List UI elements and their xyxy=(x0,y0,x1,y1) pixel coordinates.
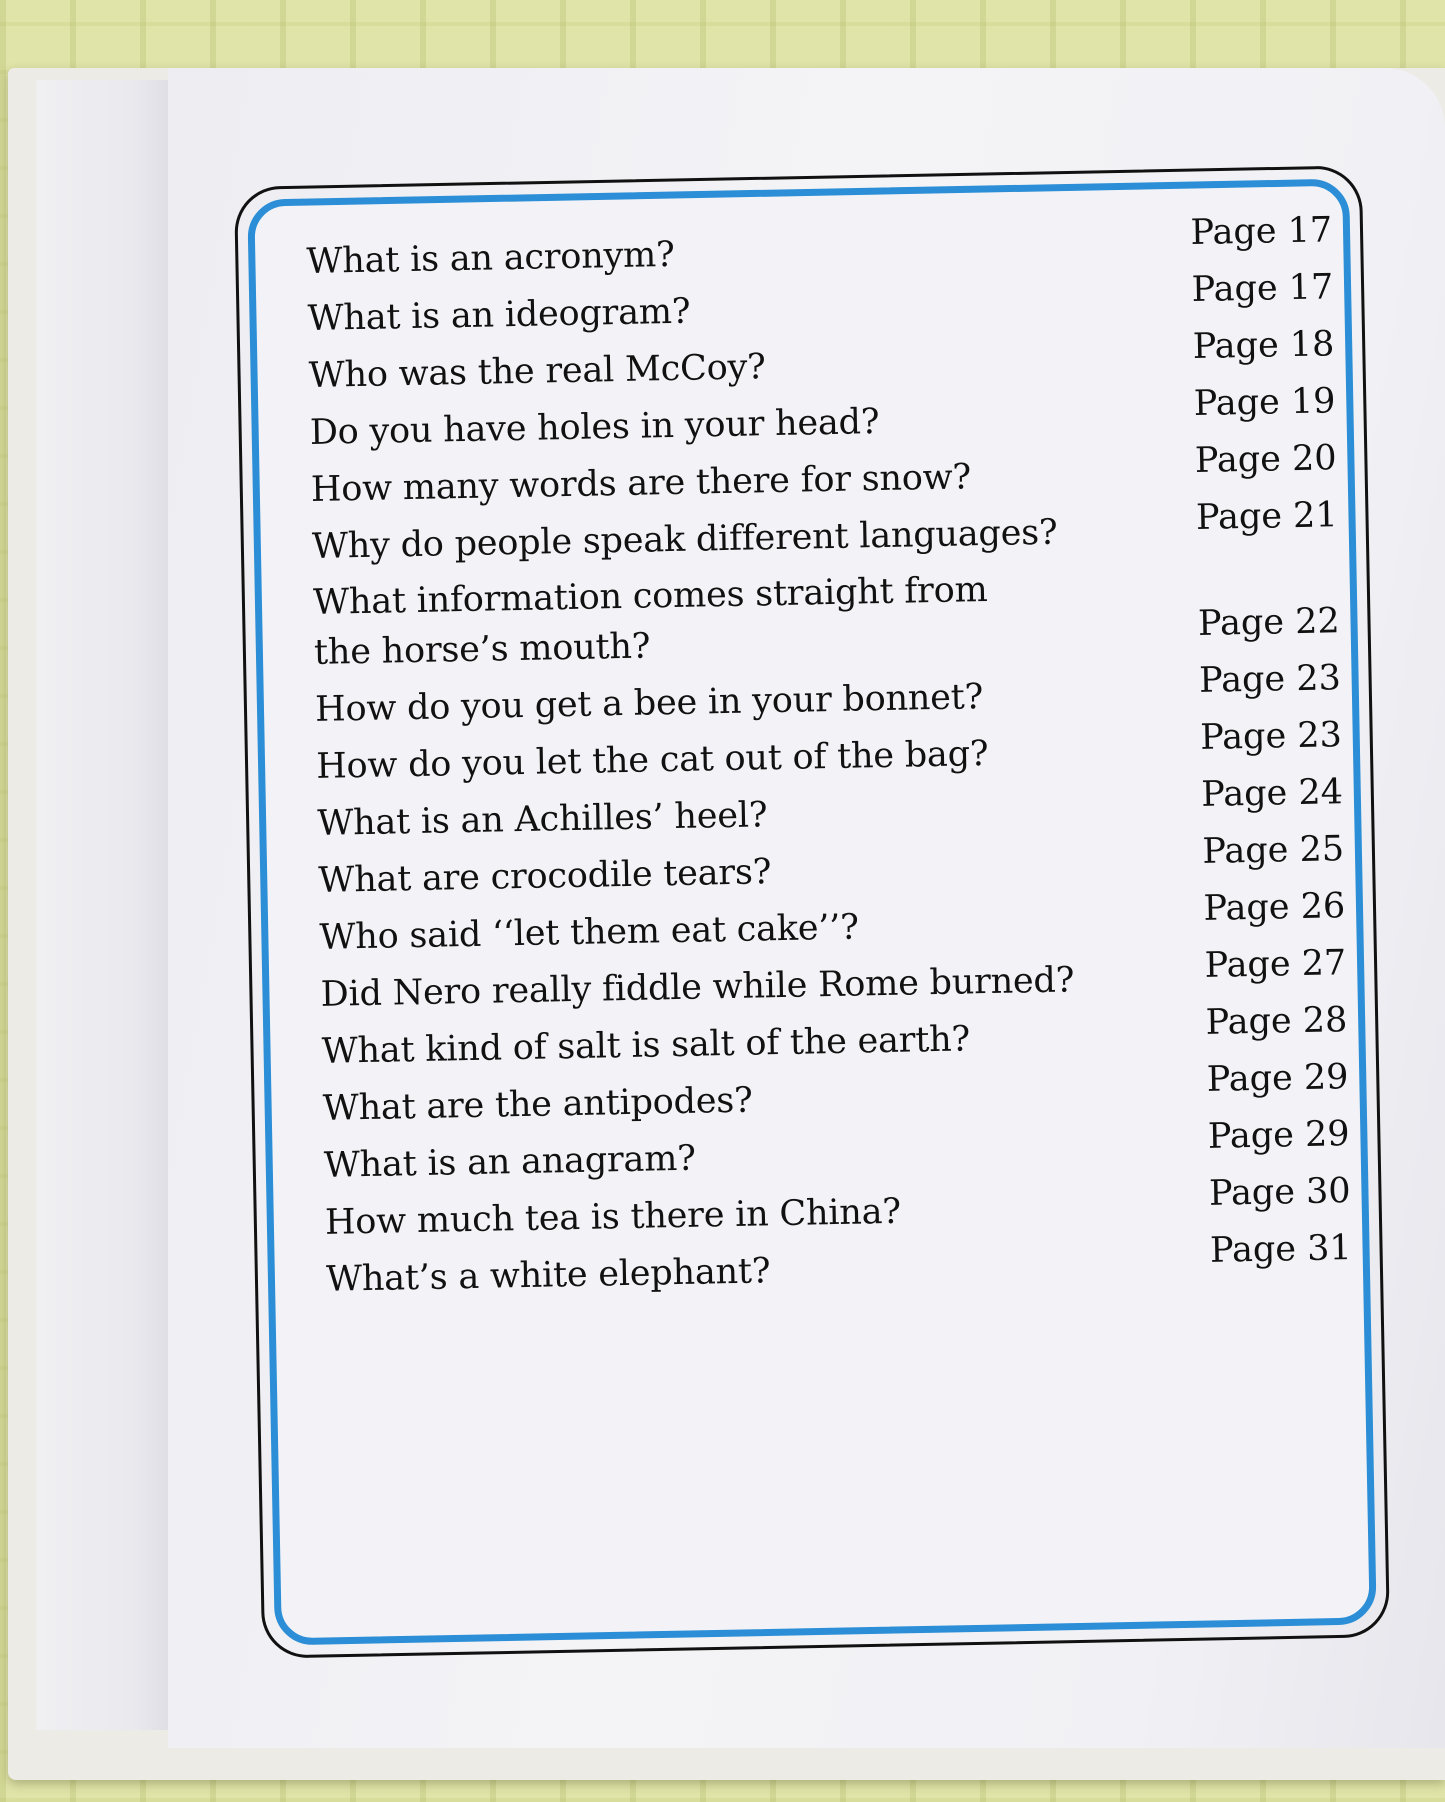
toc-page-number: Page 19 xyxy=(1193,381,1336,424)
toc-page-number: Page 29 xyxy=(1207,1114,1350,1157)
toc-question: What is an ideogram? xyxy=(307,291,691,339)
toc-question: Who was the real McCoy? xyxy=(308,347,767,396)
toc-question: How much tea is there in China? xyxy=(324,1191,902,1243)
toc-page-number: Page 23 xyxy=(1199,715,1343,758)
toc-page-number: Page 24 xyxy=(1200,772,1344,815)
toc-page-number: Page 21 xyxy=(1195,495,1339,538)
toc-page-number: Page 26 xyxy=(1203,886,1346,929)
toc-question: Why do people speak different languages? xyxy=(311,512,1058,567)
toc-page-number: Page 20 xyxy=(1194,438,1337,481)
toc-question: How many words are there for snow? xyxy=(310,457,972,510)
toc-question: Do you have holes in your head? xyxy=(309,402,880,453)
toc-question: What are crocodile tears? xyxy=(318,852,772,901)
toc-question: Who said ‘‘let them eat cake’’? xyxy=(319,907,860,958)
toc-question: What kind of salt is salt of the earth? xyxy=(321,1019,971,1072)
toc-question: What information comes straight from the horse’s mouth? xyxy=(312,569,988,673)
toc-page-number: Page 25 xyxy=(1202,829,1345,872)
book-flyleaf xyxy=(36,80,177,1730)
toc-page-number: Page 17 xyxy=(1190,210,1333,254)
toc-page-number: Page 29 xyxy=(1206,1057,1349,1100)
toc-question: How do you let the cat out of the bag? xyxy=(315,733,989,787)
toc-page-number: Page 23 xyxy=(1198,658,1342,701)
toc-page-number: Page 27 xyxy=(1204,943,1347,986)
toc-page-number: Page 18 xyxy=(1192,324,1335,367)
toc-question: What is an Achilles’ heel? xyxy=(316,795,768,844)
toc-row xyxy=(313,554,1341,680)
table-of-contents xyxy=(306,212,1352,1306)
toc-page-number: Page 22 xyxy=(1197,601,1341,644)
toc-page-number: Page 17 xyxy=(1191,267,1334,311)
toc-page-number: Page 31 xyxy=(1209,1228,1353,1271)
toc-question: What are the antipodes? xyxy=(322,1080,753,1129)
toc-question: What’s a white elephant? xyxy=(325,1251,771,1300)
toc-page-number: Page 28 xyxy=(1205,1000,1348,1043)
toc-question: What is an acronym? xyxy=(306,234,676,282)
toc-page-number: Page 30 xyxy=(1208,1171,1351,1214)
toc-question: What is an anagram? xyxy=(323,1138,697,1186)
toc-question: How do you get a bee in your bonnet? xyxy=(314,677,984,730)
toc-question: Did Nero really fiddle while Rome burned? xyxy=(320,960,1075,1015)
